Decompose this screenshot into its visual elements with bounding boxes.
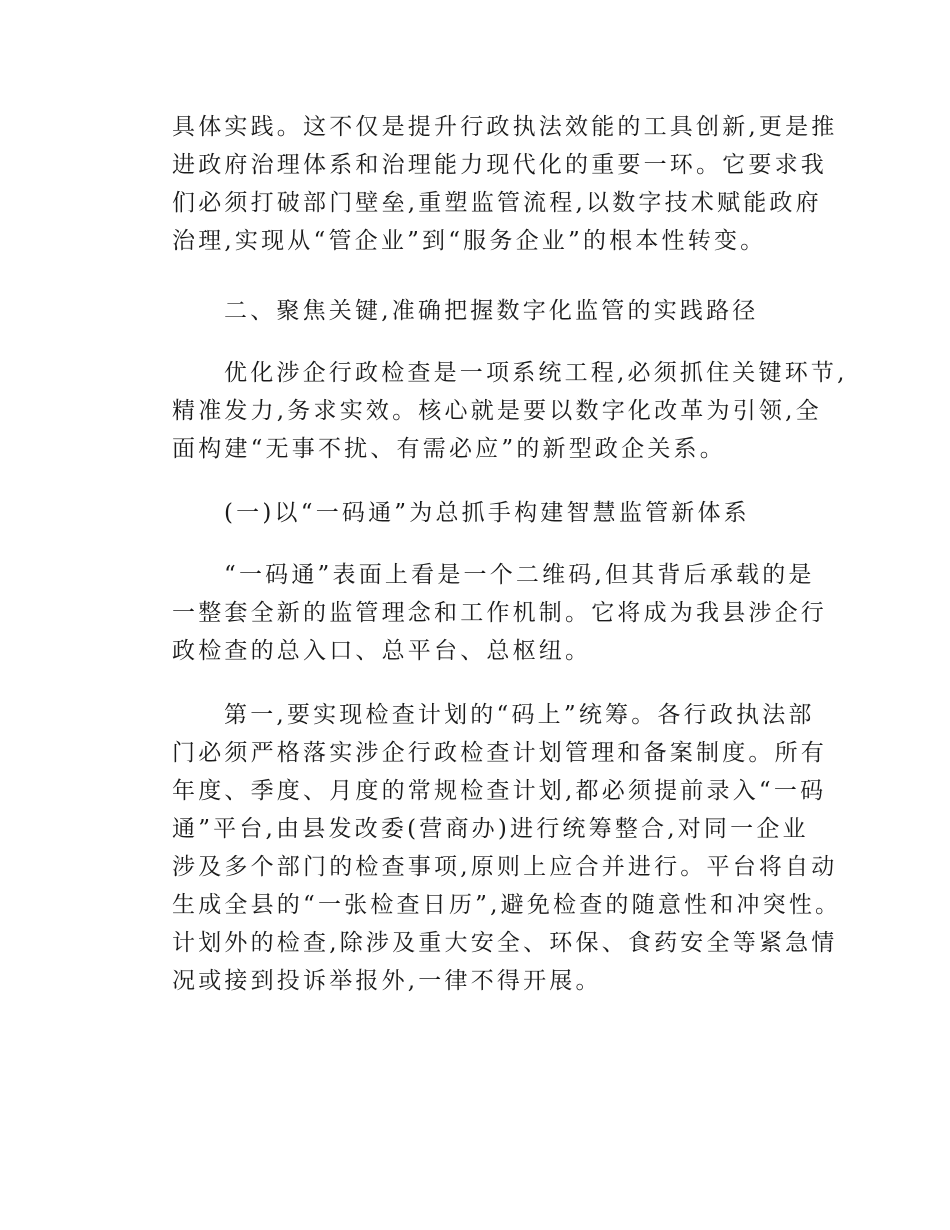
paragraph-line: 进政府治理体系和治理能力现代化的重要一环。它要求我 [172, 152, 827, 178]
paragraph-line: 政检查的总入口、总平台、总枢纽。 [172, 638, 592, 664]
section-heading: 二、聚焦关键,准确把握数字化监管的实践路径 [224, 298, 759, 324]
paragraph-4 [172, 696, 842, 1000]
paragraph-line: “一码通”表面上看是一个二维码,但其背后承载的是 [224, 562, 815, 588]
paragraph-1 [172, 108, 838, 260]
paragraph-line: 优化涉企行政检查是一项系统工程,必须抓住关键环节, [224, 360, 848, 386]
paragraph-line: 计划外的检查,除涉及重大安全、环保、食药安全等紧急情 [172, 930, 838, 956]
paragraph-line: 们必须打破部门壁垒,重塑监管流程,以数字技术赋能政府 [172, 190, 822, 216]
subheading-1 [172, 494, 832, 532]
paragraph-line: 涉及多个部门的检查事项,原则上应合并进行。平台将自动 [172, 854, 838, 880]
paragraph-line: 一整套全新的监管理念和工作机制。它将成为我县涉企行 [172, 600, 827, 626]
paragraph-line: 通”平台,由县发改委(营商办)进行统筹整合,对同一企业 [172, 816, 809, 842]
paragraph-3 [172, 556, 832, 670]
paragraph-line: 况或接到投诉举报外,一律不得开展。 [172, 968, 602, 994]
section-heading-2 [172, 292, 832, 330]
paragraph-line: 具体实践。这不仅是提升行政执法效能的工具创新,更是推 [172, 114, 838, 140]
paragraph-2 [172, 354, 848, 468]
paragraph-line: 年度、季度、月度的常规检查计划,都必须提前录入“一码 [172, 778, 827, 804]
paragraph-line: 生成全县的“一张检查日历”,避免检查的随意性和冲突性。 [172, 892, 842, 918]
paragraph-line: 面构建“无事不扰、有需必应”的新型政企关系。 [172, 436, 726, 462]
paragraph-line: 精准发力,务求实效。核心就是要以数字化改革为引领,全 [172, 398, 822, 424]
paragraph-line: 门必须严格落实涉企行政检查计划管理和备案制度。所有 [172, 740, 827, 766]
paragraph-line: 治理,实现从“管企业”到“服务企业”的根本性转变。 [172, 228, 767, 254]
subsection-heading: (一)以“一码通”为总抓手构建智慧监管新体系 [224, 500, 750, 526]
paragraph-line: 第一,要实现检查计划的“码上”统筹。各行政执法部 [224, 702, 815, 728]
